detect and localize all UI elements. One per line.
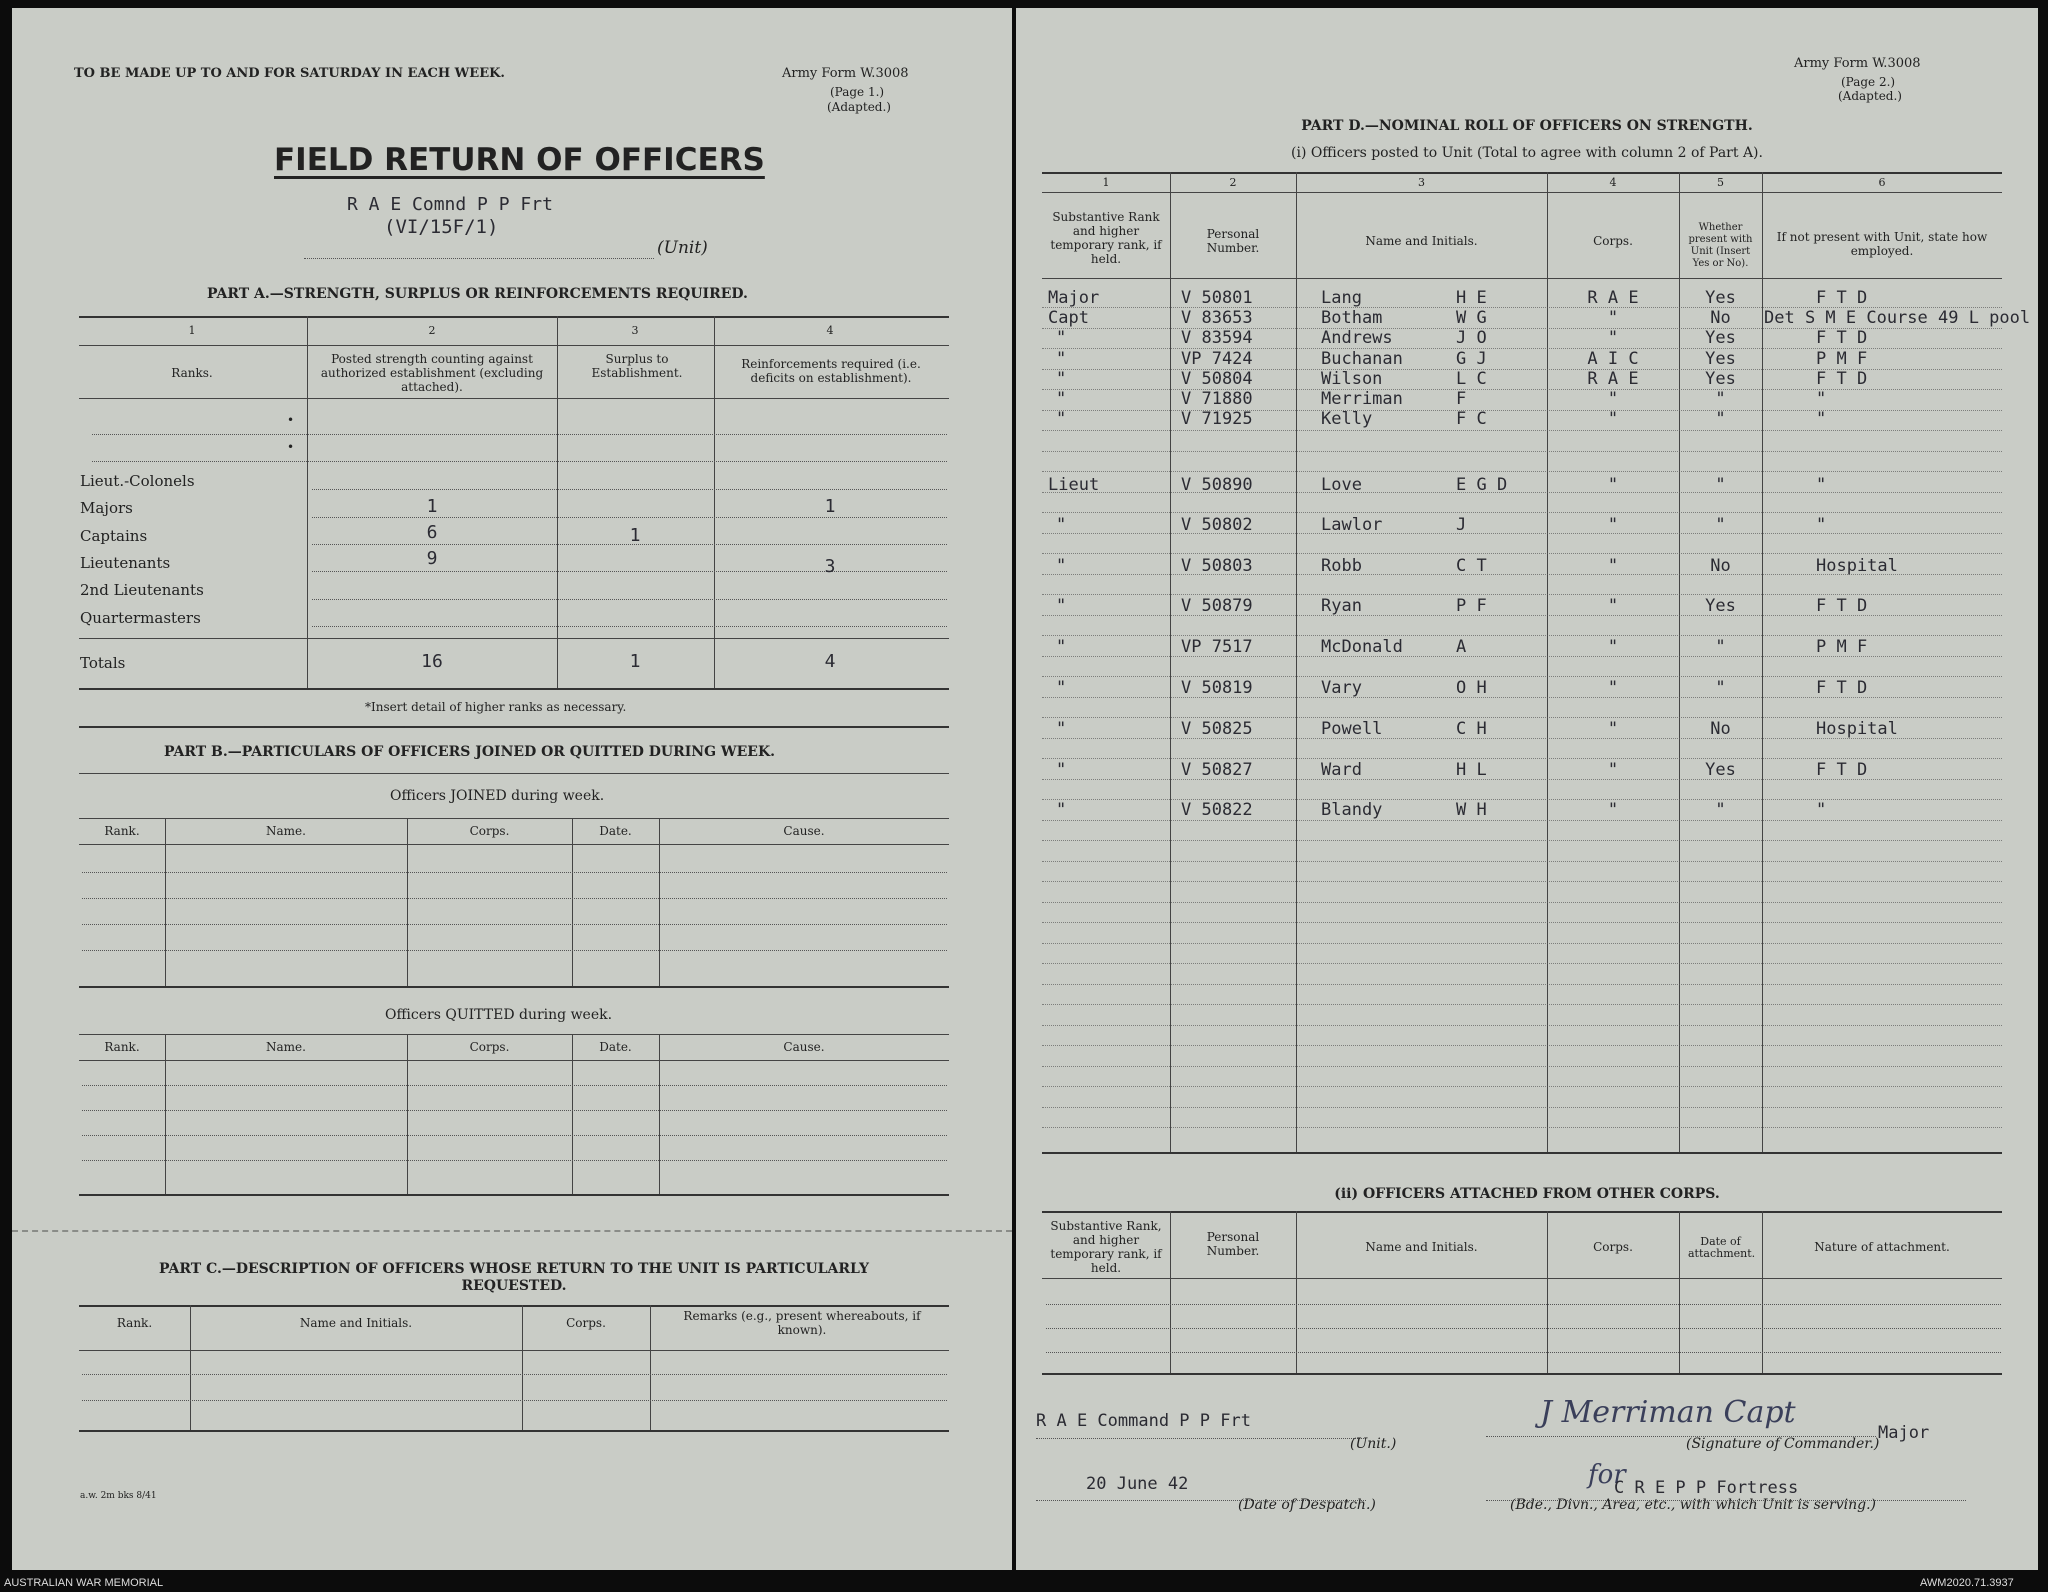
majors-reinforcements: 1 — [824, 496, 836, 517]
roll-corps: " — [1607, 678, 1619, 698]
rank-lieutenants: Lieutenants — [80, 554, 171, 572]
roll-initials: O H — [1456, 678, 1487, 698]
roll-corps: R A E — [1587, 288, 1639, 308]
roll-rank: " — [1056, 409, 1067, 429]
roll-rank: " — [1056, 515, 1067, 535]
footer-institution: AUSTRALIAN WAR MEMORIAL — [4, 1577, 164, 1589]
roll-corps: " — [1607, 596, 1619, 616]
roll-initials: C H — [1456, 719, 1487, 739]
roll-name: Andrews — [1321, 328, 1393, 348]
roll-present: " — [1715, 409, 1726, 429]
roll-initials: W H — [1456, 800, 1487, 820]
header-employed: If not present with Unit, state how employed. — [1776, 230, 1988, 258]
roll-employed: F T D — [1816, 678, 1868, 698]
captains-posted: 6 — [426, 522, 438, 543]
footer-accession-number: AWM2020.71.3937 — [1920, 1577, 2014, 1589]
roll-corps: " — [1607, 328, 1619, 348]
roll-initials: C T — [1456, 556, 1487, 576]
header-posted-strength: Posted strength counting against authorized establishment (excluding attached). — [320, 352, 544, 394]
roll-initials: F C — [1456, 409, 1487, 429]
part-b-title: PART B.—PARTICULARS OF OFFICERS JOINED OR QUITTED DURING WEEK. — [164, 744, 776, 760]
unit-label: (Unit) — [657, 238, 708, 258]
roll-corps: " — [1607, 389, 1619, 409]
roll-name: Love — [1321, 475, 1362, 495]
header-rank: Substantive Rank and higher temporary rank, if held. — [1050, 210, 1162, 266]
roll-rank: " — [1056, 349, 1067, 369]
roll-initials: L C — [1456, 369, 1487, 389]
commander-rank: Major — [1878, 1423, 1930, 1443]
form-title: FIELD RETURN OF OFFICERS — [274, 142, 765, 178]
roll-name: Merriman — [1321, 389, 1403, 409]
instruction-text: TO BE MADE UP TO AND FOR SATURDAY IN EACH WEEK. — [74, 66, 505, 81]
roll-rank: Lieut — [1048, 475, 1100, 495]
roll-employed: Hospital — [1816, 719, 1898, 739]
roll-personal-number: V 71880 — [1181, 389, 1253, 409]
part-c-title-line1: PART C.—DESCRIPTION OF OFFICERS WHOSE RETURN TO THE UNIT IS PARTICULARLY — [159, 1261, 869, 1277]
roll-employed: F T D — [1816, 760, 1868, 780]
roll-personal-number: V 50879 — [1181, 596, 1253, 616]
rank-quartermasters: Quartermasters — [80, 609, 201, 627]
signoff-unit-value: R A E Command P P Frt — [1036, 1411, 1251, 1431]
roll-personal-number: V 83653 — [1181, 308, 1253, 328]
roll-personal-number: V 50827 — [1181, 760, 1253, 780]
roll-rank: " — [1056, 596, 1067, 616]
header-surplus: Surplus to Establishment. — [591, 352, 683, 380]
formation-value: C R E P P Fortress — [1614, 1478, 1799, 1498]
roll-name: Wilson — [1321, 369, 1383, 389]
roll-present: No — [1710, 308, 1731, 328]
roll-present: Yes — [1705, 288, 1736, 308]
totals-surplus: 1 — [629, 651, 641, 672]
part-d-subtitle: (i) Officers posted to Unit (Total to agree with column 2 of Part A). — [1291, 145, 1763, 161]
roll-initials: H E — [1456, 288, 1487, 308]
roll-initials: J — [1456, 515, 1467, 535]
roll-personal-number: VP 7424 — [1181, 349, 1253, 369]
roll-present: No — [1710, 719, 1731, 739]
roll-initials: J O — [1456, 328, 1487, 348]
roll-employed: P M F — [1816, 349, 1868, 369]
print-code: a.w. 2m bks 8/41 — [80, 1491, 157, 1501]
signoff-date-label: (Date of Despatch.) — [1238, 1497, 1376, 1513]
signoff-unit-label: (Unit.) — [1350, 1436, 1397, 1452]
commander-signature: J Merriman Capt — [1540, 1395, 1796, 1430]
roll-employed: P M F — [1816, 637, 1868, 657]
unit-typed-line1: R A E Comnd P P Frt — [347, 194, 553, 215]
roll-initials: E G D — [1456, 475, 1508, 495]
part-c-title-line2: REQUESTED. — [461, 1278, 567, 1294]
roll-rank: " — [1056, 637, 1067, 657]
roll-personal-number: V 50802 — [1181, 515, 1253, 535]
roll-present: " — [1715, 637, 1726, 657]
roll-initials: W G — [1456, 308, 1487, 328]
roll-personal-number: V 83594 — [1181, 328, 1253, 348]
quitted-title: Officers QUITTED during week. — [385, 1007, 613, 1023]
form-page-2: Army Form W.3008 (Page 2.) (Adapted.) PART D.—NOMINAL ROLL OF OFFICERS ON STRENGTH. (i) Officers posted to Unit (Total to agree with column 2 of Part A). 1 2 3 4 5 6 Substantive Rank and higher temporary rank, if held. Personal Number. Name and Initials. Corps. Whether present with Unit (Insert Yes or No). If not present with Unit, state how employed. (ii) OFFICERS ATTACHED FROM OTHER CORPS. Substantive Rank, and higher temporary rank, if held. Personal Number. Name and Initials. Corps. Date of attachment. Nature of attachment. R A E Command P P Frt (Unit.) 20 June 42 (Date of Despatch.) J Merriman Capt Major (Signature of Commander.) for C R E P P Fortress (Bde., Divn., Area, etc., with which Unit is serving.) Major V 50801 Lang H E R A E Yes F T D Capt V 83653 Botham W G " No Det S M E Course 49 L pool " V 83594 Andrews J O " Yes F T D " VP 7424 Buchanan G J A I C Yes P M F " V 50804 Wilson L C R A E Yes F T D " V 71880 Merriman F " " " " V 71925 Kelly F C " " " Lieut V 50890 Love E G D " " " " V 50802 Lawlor J " " " " V 50803 Robb C T " No Hospital " V 50879 Ryan P F " Yes F T D " VP 7517 McDonald A " " P M F " V 50819 Vary O H " " F T D " V 50825 Powell C H " No Hospital " V 50827 Ward H L " Yes F T D " V 50822 Blandy W H " " " — [1016, 8, 2038, 1570]
roll-initials: G J — [1456, 349, 1487, 369]
roll-name: Buchanan — [1321, 349, 1403, 369]
form-id-page-2: Army Form W.3008 — [1794, 56, 1921, 71]
roll-rank: " — [1056, 719, 1067, 739]
roll-name: Blandy — [1321, 800, 1383, 820]
form-id: Army Form W.3008 — [782, 66, 909, 81]
roll-employed: Hospital — [1816, 556, 1898, 576]
roll-corps: " — [1607, 637, 1619, 657]
form-page-number: (Page 1.) — [830, 85, 885, 99]
attached-title: (ii) OFFICERS ATTACHED FROM OTHER CORPS. — [1334, 1186, 1720, 1202]
signoff-date-value: 20 June 42 — [1086, 1474, 1189, 1494]
roll-present: Yes — [1705, 349, 1736, 369]
roll-present: Yes — [1705, 760, 1736, 780]
roll-personal-number: V 50890 — [1181, 475, 1253, 495]
joined-title: Officers JOINED during week. — [390, 788, 605, 804]
part-a-footnote: *Insert detail of higher ranks as necessary. — [365, 700, 627, 714]
roll-personal-number: V 71925 — [1181, 409, 1253, 429]
roll-corps: A I C — [1587, 349, 1639, 369]
roll-corps: " — [1607, 760, 1619, 780]
form-page-1: TO BE MADE UP TO AND FOR SATURDAY IN EACH WEEK. Army Form W.3008 (Page 1.) (Adapted.) FIELD RETURN OF OFFICERS R A E Comnd P P Frt (VI/15F/1) (Unit) PART A.—STRENGTH, SURPLUS OR REINFORCEMENTS REQUIRED. 1 2 3 4 Ranks. Posted strength counting against authorized establishment (excluding attached). Surplus to Establishment. Reinforcements required (i.e. deficits on establishment). • • Lieut.-Colonels Majors Captains Lieutenants 2nd Lieutenants Quartermasters 1 1 6 1 9 3 Totals 16 1 4 *Insert detail of higher ranks as necessary. PART B.—PARTICULARS OF OFFICERS JOINED OR QUITTED DURING WEEK. Officers JOINED during week. Rank. Name. Corps. Date. Cause. Officers QUITTED during week. Rank. Name. Corps. Date. Cause. PART C.—DESCRIPTION OF OFFICERS WHOSE RETURN TO THE UNIT IS PARTICULARLY REQUESTED. Rank. Name and Initials. Corps. Remarks (e.g., present whereabouts, if known). a.w. 2m bks 8/41 — [12, 8, 1012, 1570]
rank-captains: Captains — [80, 527, 148, 545]
roll-employed: " — [1816, 389, 1827, 409]
roll-rank: Capt — [1048, 308, 1089, 328]
roll-employed: F T D — [1816, 328, 1868, 348]
roll-corps: " — [1607, 308, 1619, 328]
roll-employed: F T D — [1816, 369, 1868, 389]
header-corps: Corps. — [1593, 234, 1633, 248]
roll-employed: " — [1816, 515, 1827, 535]
roll-corps: R A E — [1587, 369, 1639, 389]
header-reinforcements: Reinforcements required (i.e. deficits on establishment). — [741, 357, 921, 385]
roll-present: Yes — [1705, 369, 1736, 389]
roll-rank: Major — [1048, 288, 1100, 308]
majors-posted: 1 — [426, 496, 438, 517]
header-present: Whether present with Unit (Insert Yes or No). — [1688, 222, 1753, 269]
roll-present: " — [1715, 678, 1726, 698]
roll-corps: " — [1607, 409, 1619, 429]
roll-personal-number: V 50822 — [1181, 800, 1253, 820]
roll-present: " — [1715, 515, 1726, 535]
roll-personal-number: V 50804 — [1181, 369, 1253, 389]
roll-present: Yes — [1705, 596, 1736, 616]
roll-employed: " — [1816, 409, 1827, 429]
lieutenants-reinforcements: 3 — [824, 556, 836, 577]
roll-rank: " — [1056, 328, 1067, 348]
roll-name: Lang — [1321, 288, 1362, 308]
roll-employed: " — [1816, 800, 1827, 820]
roll-name: Vary — [1321, 678, 1362, 698]
roll-employed: " — [1816, 475, 1827, 495]
roll-present: Yes — [1705, 328, 1736, 348]
formation-for: for — [1588, 1460, 1626, 1490]
roll-name: Ward — [1321, 760, 1362, 780]
header-personal-number: Personal Number. — [1206, 227, 1260, 255]
roll-employed: Det S M E Course 49 L pool — [1764, 308, 2031, 328]
roll-rank: " — [1056, 678, 1067, 698]
roll-corps: " — [1607, 475, 1619, 495]
signature-label: (Signature of Commander.) — [1686, 1436, 1880, 1452]
form-page-number-2: (Page 2.) — [1841, 75, 1896, 89]
roll-name: McDonald — [1321, 637, 1403, 657]
roll-present: " — [1715, 800, 1726, 820]
roll-personal-number: V 50819 — [1181, 678, 1253, 698]
unit-typed-line2: (VI/15F/1) — [384, 216, 499, 238]
roll-personal-number: V 50803 — [1181, 556, 1253, 576]
roll-rank: " — [1056, 800, 1067, 820]
part-a-title: PART A.—STRENGTH, SURPLUS OR REINFORCEMENTS REQUIRED. — [207, 286, 748, 302]
roll-initials: H L — [1456, 760, 1487, 780]
roll-name: Lawlor — [1321, 515, 1383, 535]
formation-label: (Bde., Divn., Area, etc., with which Unit is serving.) — [1510, 1497, 1877, 1513]
roll-corps: " — [1607, 719, 1619, 739]
lieutenants-posted: 9 — [426, 548, 438, 569]
roll-rank: " — [1056, 369, 1067, 389]
rank-2nd-lieutenants: 2nd Lieutenants — [80, 581, 204, 599]
totals-label: Totals — [80, 654, 126, 672]
form-adapted-2: (Adapted.) — [1838, 89, 1902, 103]
roll-employed: F T D — [1816, 596, 1868, 616]
roll-name: Powell — [1321, 719, 1383, 739]
roll-personal-number: VP 7517 — [1181, 637, 1253, 657]
roll-corps: " — [1607, 800, 1619, 820]
roll-corps: " — [1607, 556, 1619, 576]
roll-personal-number: V 50801 — [1181, 288, 1253, 308]
totals-reinforcements: 4 — [824, 651, 836, 672]
rank-majors: Majors — [80, 499, 133, 517]
roll-name: Ryan — [1321, 596, 1362, 616]
roll-present: " — [1715, 389, 1726, 409]
part-d-title: PART D.—NOMINAL ROLL OF OFFICERS ON STRENGTH. — [1301, 118, 1753, 134]
form-adapted: (Adapted.) — [827, 100, 891, 114]
roll-employed: F T D — [1816, 288, 1868, 308]
roll-initials: P F — [1456, 596, 1487, 616]
roll-initials: F — [1456, 389, 1467, 409]
captains-surplus: 1 — [629, 525, 641, 546]
roll-corps: " — [1607, 515, 1619, 535]
roll-initials: A — [1456, 637, 1467, 657]
roll-present: " — [1715, 475, 1726, 495]
totals-posted: 16 — [421, 651, 443, 672]
roll-rank: " — [1056, 389, 1067, 409]
roll-name: Robb — [1321, 556, 1362, 576]
roll-rank: " — [1056, 760, 1067, 780]
roll-present: No — [1710, 556, 1731, 576]
header-ranks: Ranks. — [171, 366, 213, 380]
roll-rank: " — [1056, 556, 1067, 576]
roll-name: Botham — [1321, 308, 1383, 328]
roll-personal-number: V 50825 — [1181, 719, 1253, 739]
rank-lieut-colonels: Lieut.-Colonels — [80, 472, 195, 490]
header-name: Name and Initials. — [1365, 234, 1478, 248]
roll-name: Kelly — [1321, 409, 1373, 429]
